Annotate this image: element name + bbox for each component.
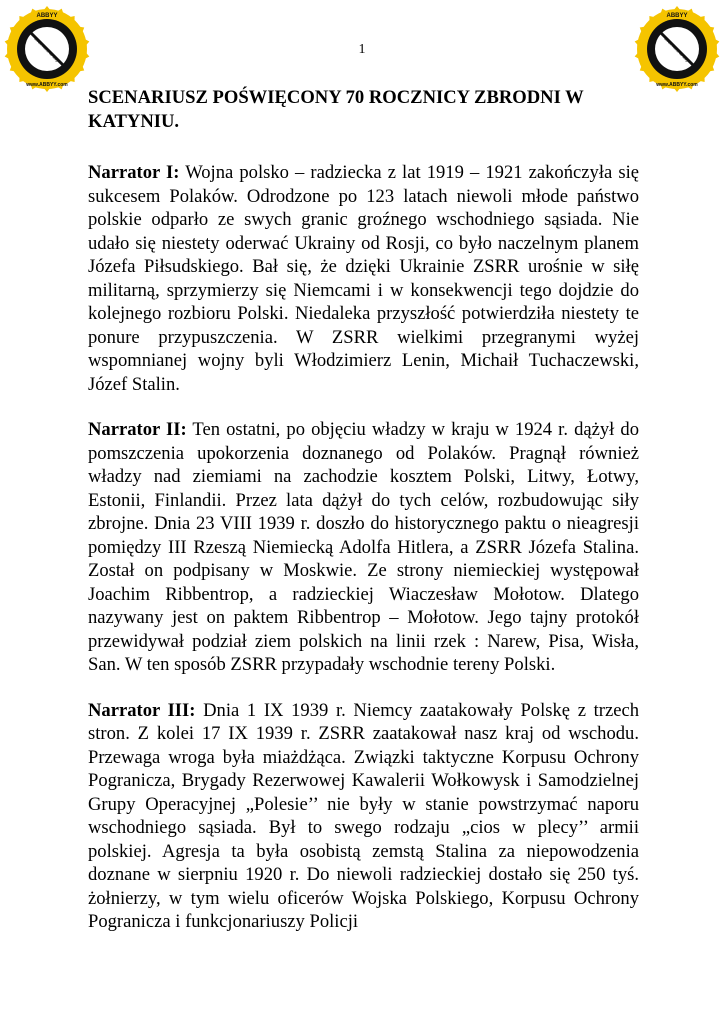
spacer <box>88 677 639 699</box>
speaker-label: Narrator II: <box>88 419 187 440</box>
document-title: SCENARIUSZ POŚWIĘCONY 70 ROCZNICY ZBRODNI W KATYNIU. <box>88 87 584 132</box>
svg-text:ABBYY: ABBYY <box>36 13 58 19</box>
abbyy-badge-icon <box>4 6 90 92</box>
speaker-label: Narrator I: <box>88 162 180 183</box>
page-number: 1 <box>358 42 366 57</box>
svg-text:www.ABBYY.com: www.ABBYY.com <box>26 82 68 88</box>
speaker-label: Narrator III: <box>88 699 196 721</box>
document-body <box>88 86 639 934</box>
abbyy-badge-left[interactable] <box>4 6 90 92</box>
paragraph-text: Dnia 1 IX 1939 r. Niemcy zaatakowały Polskę z trzech stron. Z kolei 17 IX 1939 r. ZSRR zaatakował nasz kraj od wschodu. Przewaga wroga była miażdżąca. Związki taktyczne Korpusu Ochrony Pogranicza, Brygady Rezerwowej Kawalerii Wołkowysk i Samodzielnej Grupy Operacyjnej „Polesie’’ nie były w stanie powstrzymać naporu wschodniego sąsiada. Był to swego rodzaju „cios w plecy’’ armii polskiej. Agresja ta była osobistą zemstą Stalina za niepowodzenia doznane w sierpniu 1920 r. Do niewoli radzieckiej dostało się 250 tyś. żołnierzy, w tym wielu oficerów Wojska Polskiego, Korpusu Ochrony Pogranicza i funkcjonariuszy Policji <box>88 699 640 932</box>
svg-text:www.ABBYY.com: www.ABBYY.com <box>656 82 698 88</box>
paragraph-narrator-2 <box>88 418 639 677</box>
abbyy-badge-right[interactable] <box>634 6 720 92</box>
paragraph-text: Wojna polsko – radziecka z lat 1919 – 1921 zakończyła się sukcesem Polaków. Odrodzone po 123 latach niewoli młode państwo polskie odparło ze swych granic groźnego wschodniego sąsiada. Nie udało się niestety oderwać Ukrainy od Rosji, co było naczelnym planem Józefa Piłsudskiego. Bał się, że dzięki Ukrainie ZSRR urośnie w siłę militarną, sprzymierzy się Niemcami i w konsekwencji tego dojdzie do kolejnego rozbioru Polski. Niedaleka przyszłość potwierdziła niestety te ponure przypuszczenia. W ZSRR wielkimi przegranymi wyżej wspomnianej wojny byli Włodzimierz Lenin, Michaił Tuchaczewski, Józef Stalin. <box>88 162 639 395</box>
svg-text:ABBYY: ABBYY <box>666 13 688 19</box>
svg-text:Click here to buy: Click here to buy <box>663 35 691 63</box>
svg-text:Click here to buy: Click here to buy <box>33 35 61 63</box>
paragraph-narrator-1 <box>88 161 639 396</box>
paragraph-text: Ten ostatni, po objęciu władzy w kraju w 1924 r. dążył do pomszczenia upokorzenia doznanego od Polaków. Pragnął również władzy nad ziemiami na zachodzie kosztem Polski, Litwy, Łotwy, Estonii, Finlandii. Przez lata dążył do tych celów, rozbudowując siły zbrojne. Dnia 23 VIII 1939 r. doszło do historycznego paktu o nieagresji pomiędzy III Rzeszą Niemiecką Adolfa Hitlera, a ZSRR Józefa Stalina. Został on podpisany w Moskwie. Ze strony niemieckiej występował Joachim Ribbentrop, a radzieckiej Wiaczesław Mołotow. Dlatego nazywany jest on paktem Ribbentrop – Mołotow. Jego tajny protokół przewidywał podział ziem polskich na linii rzek : Narew, Pisa, Wisła, San. W ten sposób ZSRR przypadały wschodnie tereny Polski. <box>88 419 639 675</box>
abbyy-badge-icon <box>634 6 720 92</box>
spacer <box>88 134 639 161</box>
spacer <box>88 396 639 418</box>
paragraph-narrator-3 <box>88 699 639 934</box>
